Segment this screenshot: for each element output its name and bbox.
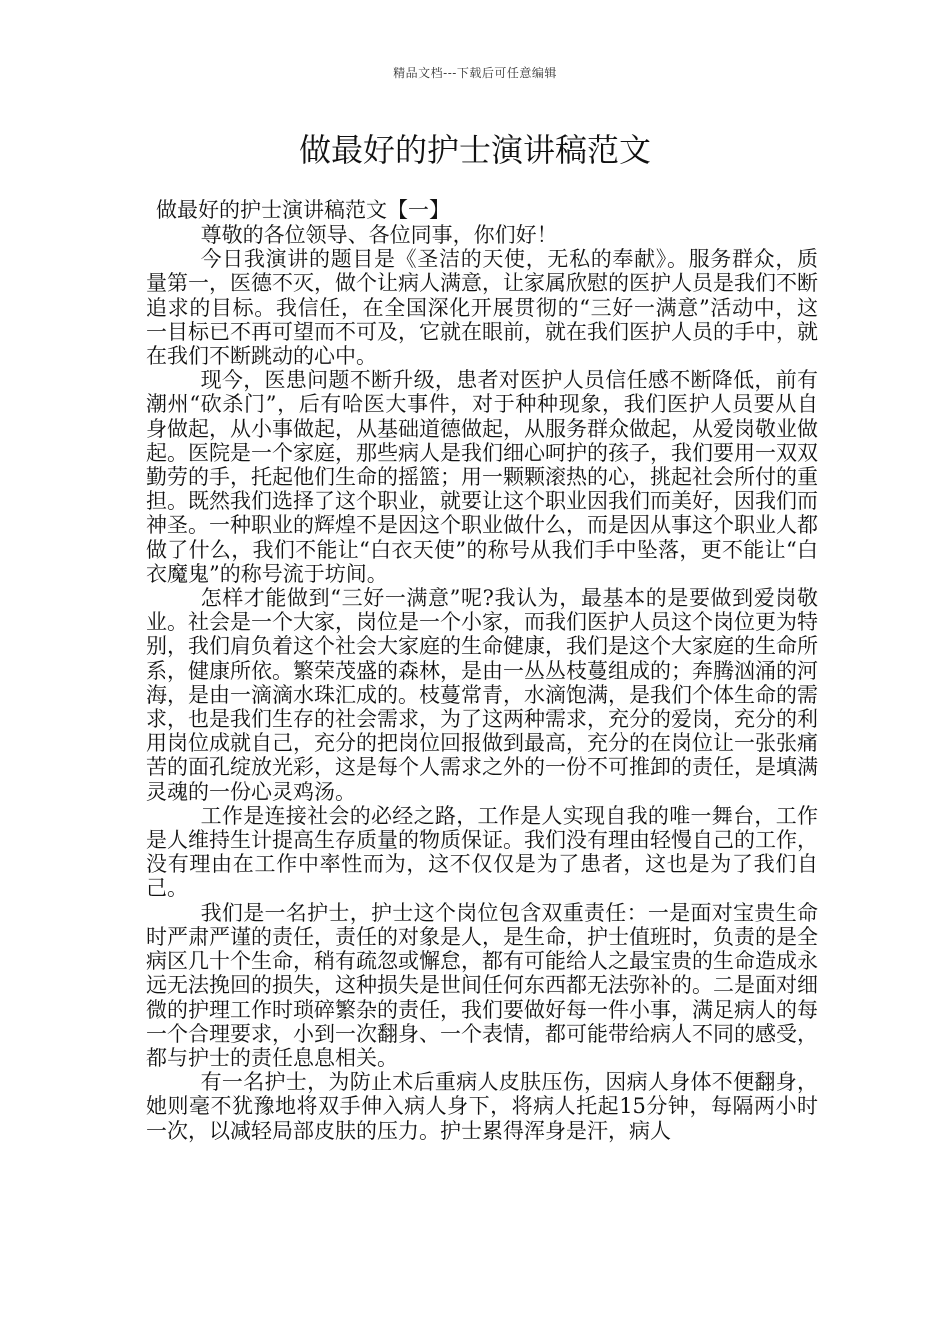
paragraph: 有一名护士，为防止术后重病人皮肤压伤，因病人身体不便翻身，她则毫不犹豫地将双手伸入病人身下，将病人托起15分钟，每隔两小时一次，以减轻局部皮肤的压力。护士累得浑身是汗，病人: [146, 1070, 818, 1143]
paragraph: 现今，医患问题不断升级，患者对医护人员信任感不断降低，前有潮州“砍杀门”，后有哈医大事件，对于种种现象，我们医护人员要从自身做起，从小事做起，从基础道德做起，从服务群众做起，从爱岗敬业做起。医院是一个家庭，那些病人是我们细心呵护的孩子，我们要用一双双勤劳的手，托起他们生命的摇篮；用一颗颗滚热的心，挑起社会所付的重担。既然我们选择了这个职业，就要让这个职业因我们而美好，因我们而神圣。一种职业的辉煌不是因这个职业做什么，而是因从事这个职业人都做了什么，我们不能让“白衣天使”的称号从我们手中坠落，更不能让“白衣魔鬼”的称号流于坊间。: [146, 368, 818, 586]
section-heading: 做最好的护士演讲稿范文【一】: [156, 198, 450, 222]
paragraph: 我们是一名护士，护士这个岗位包含双重责任：一是面对宝贵生命时严肃严谨的责任，责任的对象是人，是生命，护士值班时，负责的是全病区几十个生命，稍有疏忽或懈怠，都有可能给人之最宝贵的生命造成永远无法挽回的损失，这种损失是世间任何东西都无法弥补的。二是面对细微的护理工作时琐碎繁杂的责任，我们要做好每一件小事，满足病人的每一个合理要求，小到一次翻身、一个表情，都可能带给病人不同的感受，都与护士的责任息息相关。: [146, 900, 818, 1070]
document-title: 做最好的护士演讲稿范文: [298, 131, 651, 169]
header-note: 精品文档---下载后可任意编辑: [393, 66, 557, 80]
paragraph: 怎样才能做到“三好一满意”呢?我认为，最基本的是要做到爱岗敬业。社会是一个大家，岗位是一个小家，而我们医护人员这个岗位更为特别，我们肩负着这个社会大家庭的生命健康，我们是这个大家庭的生命所系，健康所依。繁荣茂盛的森林，是由一丛丛枝蔓组成的；奔腾汹涌的河海，是由一滴滴水珠汇成的。枝蔓常青，水滴饱满，是我们个体生命的需求，也是我们生存的社会需求，为了这两种需求，充分的爱岗，充分的利用岗位成就自己，充分的把岗位回报做到最高，充分的在岗位让一张张痛苦的面孔绽放光彩，这是每个人需求之外的一份不可推卸的责任，是填满灵魂的一份心灵鸡汤。: [146, 586, 818, 804]
paragraph-greeting: 尊敬的各位领导、各位同事，你们好！: [200, 223, 558, 247]
paragraph: 今日我演讲的题目是《圣洁的天使，无私的奉献》。服务群众，质量第一，医德不灭，做个让病人满意，让家属欣慰的医护人员是我们不断追求的目标。我信任，在全国深化开展贯彻的“三好一满意”活动中，这一目标已不再可望而不可及，它就在眼前，就在我们医护人员的手中，就在我们不断跳动的心中。: [146, 247, 818, 369]
document-body: [146, 198, 818, 1143]
paragraph: 工作是连接社会的必经之路，工作是人实现自我的唯一舞台，工作是人维持生计提高生存质量的物质保证。我们没有理由轻慢自己的工作，没有理由在工作中率性而为，这不仅仅是为了患者，这也是为了我们自己。: [146, 803, 818, 901]
